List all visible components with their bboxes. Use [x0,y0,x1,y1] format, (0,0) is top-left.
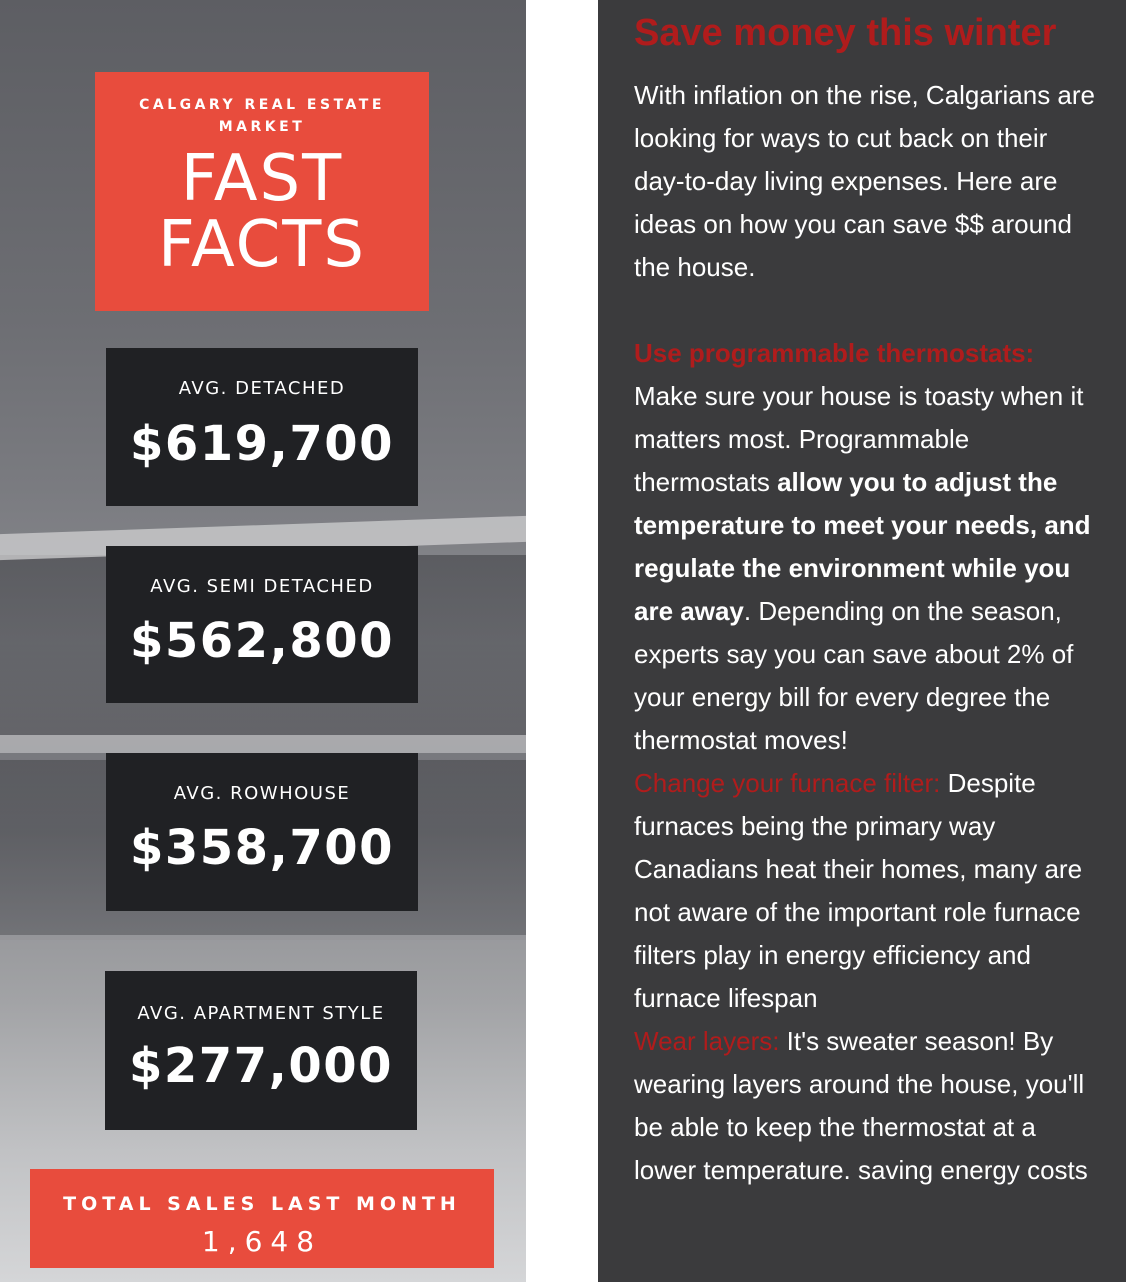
stat-card-apartment [105,971,417,1130]
stat-value: $358,700 [129,820,395,876]
tip-thermostats [634,332,1104,762]
stat-value: $619,700 [129,416,395,472]
title-subtitle: CALGARY REAL ESTATE MARKET [139,97,385,135]
tip-text: Despite furnaces being the primary way Canadians heat their homes, many are not aware of the important role furnace filters play in energy efficiency and furnace lifespan [634,768,1083,1013]
title-main-line2: FACTS [158,208,366,282]
stat-label: AVG. APARTMENT STYLE [137,1003,385,1024]
fast-facts-panel [0,0,526,1282]
tip-text: Make sure your house is toasty when it matters most. Programmable thermostats [634,381,1084,497]
tip-title: Change your furnace filter: [634,768,941,798]
building-ledge [0,735,526,753]
stat-label: AVG. ROWHOUSE [173,783,351,804]
tip-title: Wear layers: [634,1026,780,1056]
title-main [95,142,429,282]
title-box [95,72,429,311]
tip-text-emphasis: allow you to adjust the temperature to meet your needs, and regulate the environment while you are away [634,467,1091,626]
tip-furnace-filter [634,762,1104,1020]
stat-card-detached [106,348,418,506]
savings-tips-panel [598,0,1126,1282]
total-sales-label: TOTAL SALES LAST MONTH [63,1193,461,1215]
column-gutter [526,0,598,1282]
stat-value: $562,800 [129,613,395,669]
tip-text: . Depending on the season, experts say you can save about 2% of your energy bill for every degree the thermostat moves! [634,596,1074,755]
title-main-line1: FAST [180,142,344,216]
total-sales-box [30,1169,494,1268]
tip-wear-layers [634,1020,1104,1192]
intro-paragraph: With inflation on the rise, Calgarians are looking for ways to cut back on their day-to-day living expenses. Here are ideas on how you can save $$ around the house. [634,80,1096,282]
tip-title: Use programmable thermostats: [634,338,1035,368]
stat-label: AVG. DETACHED [178,378,346,399]
savings-heading: Save money this winter [634,12,1057,54]
stat-value: $277,000 [128,1038,394,1094]
paragraph-spacer [634,289,1104,332]
tip-text: It's sweater season! By wearing layers around the house, you'll be able to keep the thermostat at a lower temperature. saving energy costs [634,1026,1088,1185]
savings-body [634,74,1104,1192]
total-sales-value: 1,648 [201,1225,323,1258]
stat-label: AVG. SEMI DETACHED [150,576,374,597]
stat-card-semi-detached [106,546,418,703]
stat-card-rowhouse [106,753,418,911]
